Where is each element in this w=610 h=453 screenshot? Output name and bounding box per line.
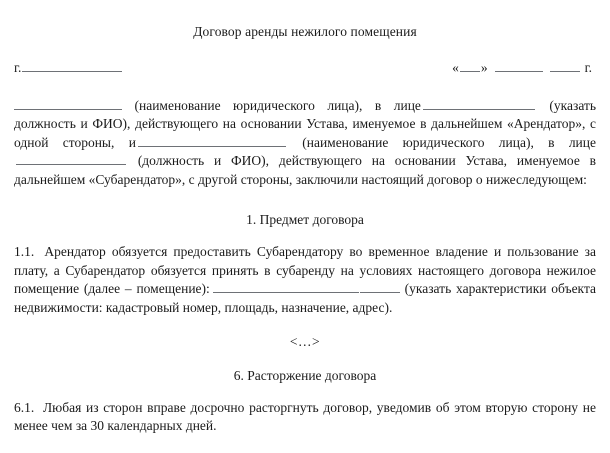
page-title: Договор аренды нежилого помещения [193,24,417,39]
sublessee-name-blank[interactable] [138,134,286,147]
month-blank[interactable] [495,59,543,72]
year-blank[interactable] [550,59,580,72]
parties-paragraph [14,97,596,190]
date-field [452,59,596,76]
section-heading-subject: 1. Предмет договора [246,212,364,228]
ellipsis-separator: <…> [289,334,321,350]
lessor-representative-blank[interactable] [423,97,535,110]
year-suffix-label: г. [584,59,592,75]
clause-1-1-number: 1.1. [14,244,35,260]
parties-text-part-1: (наименование юридического лица), в лице [134,97,421,113]
premises-details-blank[interactable] [213,281,359,294]
place-field [14,59,122,76]
clause-1-1-hint: (указать характеристики объекта недвижимости: кадастровый номер, площадь, назначение, адрес). [14,281,596,315]
clause-6-1-number: 6.1. [14,399,35,415]
lessor-name-blank[interactable] [14,97,122,110]
clause-6-1-paragraph [14,399,596,436]
clause-1-1-text: Арендатор обязуется предоставить Субарендатору во временное владение и пользование за плату, а Субарендатор обязуется принять в субаренду на условиях настоящего договора нежилое помещение (далее – помещение): [14,244,597,297]
day-blank[interactable] [460,59,480,72]
parties-text-part-3: (наименование юридического лица), в лице [302,134,596,150]
date-quote-close: » [480,59,488,75]
clause-1-1-paragraph [14,243,596,317]
place-and-date-row [14,59,596,76]
clause-6-1-text: Любая из сторон вправе досрочно расторгнуть договор, уведомив об этом вторую сторону не менее чем за 30 календарных дней. [14,399,596,434]
date-quote-open: « [452,59,459,75]
parties-text-part-4: (должность и ФИО), действующего на основании Устава, именуемое в дальнейшем «Субарендатор», с другой стороны, заключили настоящий договор о нижеследующем: [14,153,597,187]
sublessee-representative-blank[interactable] [16,153,126,166]
place-blank[interactable] [22,59,122,72]
place-label: г. [14,59,22,75]
section-heading-termination: 6. Расторжение договора [233,367,377,383]
premises-details-blank-2[interactable] [360,281,400,294]
parties-text-part-2: (указать должность и ФИО), действующего на основании Устава, именуемое в дальнейшем «Арендатор», с одной стороны, и [14,97,597,150]
